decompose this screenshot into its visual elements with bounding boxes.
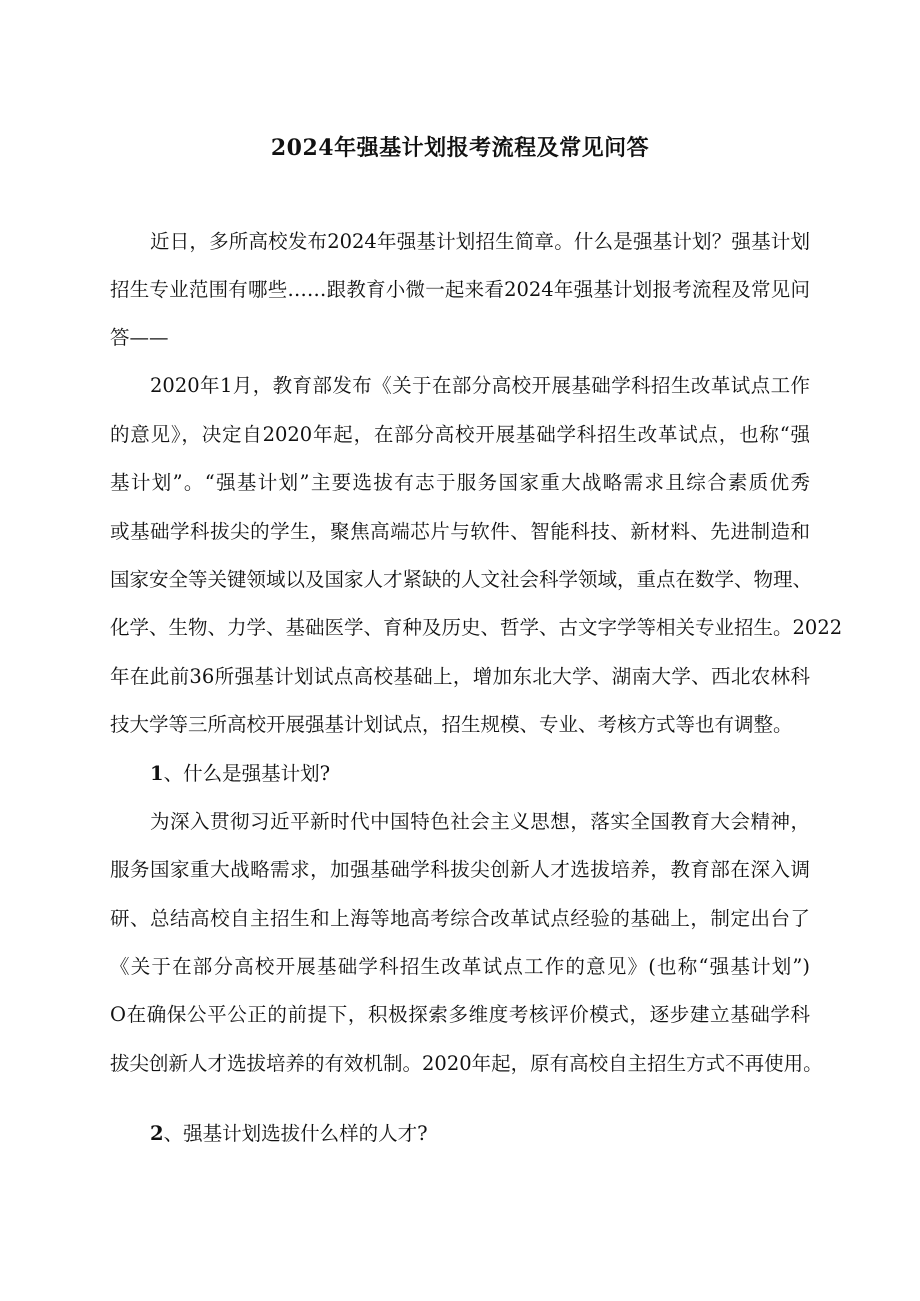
- answer-1-line-2: 服务国家重大战略需求，加强基础学科拔尖创新人才选拔培养，教育部在深入调: [110, 858, 810, 881]
- question-1-number: 1: [150, 762, 164, 785]
- answer-1-line-6: 拔尖创新人才选拔培养的有效机制。2020年起，原有高校自主招生方式不再使用。: [110, 1052, 823, 1075]
- background-line-1: 2020年1月，教育部发布《关于在部分高校开展基础学科招生改革试点工作: [150, 374, 810, 397]
- answer-1-line-3: 研、总结高校自主招生和上海等地高考综合改革试点经验的基础上，制定出台了: [110, 907, 810, 930]
- question-2-number: 2: [150, 1122, 164, 1145]
- background-line-3: 基计划”。“强基计划”主要选拔有志于服务国家重大战略需求且综合素质优秀: [110, 471, 810, 494]
- background-line-6: 化学、生物、力学、基础医学、育种及历史、哲学、古文字学等相关专业招生。2022: [110, 616, 843, 639]
- question-1-text: 、什么是强基计划?: [163, 762, 331, 785]
- background-line-7: 年在此前36所强基计划试点高校基础上，增加东北大学、湖南大学、西北农林科: [110, 665, 810, 688]
- answer-1-line-1: 为深入贯彻习近平新时代中国特色社会主义思想，落实全国教育大会精神，: [150, 810, 810, 833]
- intro-line-2: 招生专业范围有哪些……跟教育小微一起来看2024年强基计划报考流程及常见问: [110, 278, 810, 301]
- answer-1-line-4: 《关于在部分高校开展基础学科招生改革试点工作的意见》(也称“强基计划”): [110, 955, 810, 978]
- question-2-heading: [150, 1120, 428, 1148]
- intro-line-3: 答——: [110, 326, 169, 349]
- answer-1-line-5: O在确保公平公正的前提下，积极探索多维度考核评价模式，逐步建立基础学科: [110, 1003, 810, 1026]
- background-line-8: 技大学等三所高校开展强基计划试点，招生规模、专业、考核方式等也有调整。: [110, 713, 793, 736]
- question-2-text: 、强基计划选拔什么样的人才?: [163, 1122, 428, 1145]
- question-1-heading: [150, 760, 330, 788]
- intro-line-1: 近日，多所高校发布2024年强基计划招生简章。什么是强基计划？强基计划: [150, 230, 810, 253]
- background-line-5: 国家安全等关键领域以及国家人才紧缺的人文社会科学领域，重点在数学、物理、: [110, 568, 813, 591]
- background-line-2: 的意见》，决定自2020年起，在部分高校开展基础学科招生改革试点，也称“强: [110, 423, 810, 446]
- background-line-4: 或基础学科拔尖的学生，聚焦高端芯片与软件、智能科技、新材料、先进制造和: [110, 520, 810, 543]
- document-title: 2024年强基计划报考流程及常见问答: [270, 135, 650, 161]
